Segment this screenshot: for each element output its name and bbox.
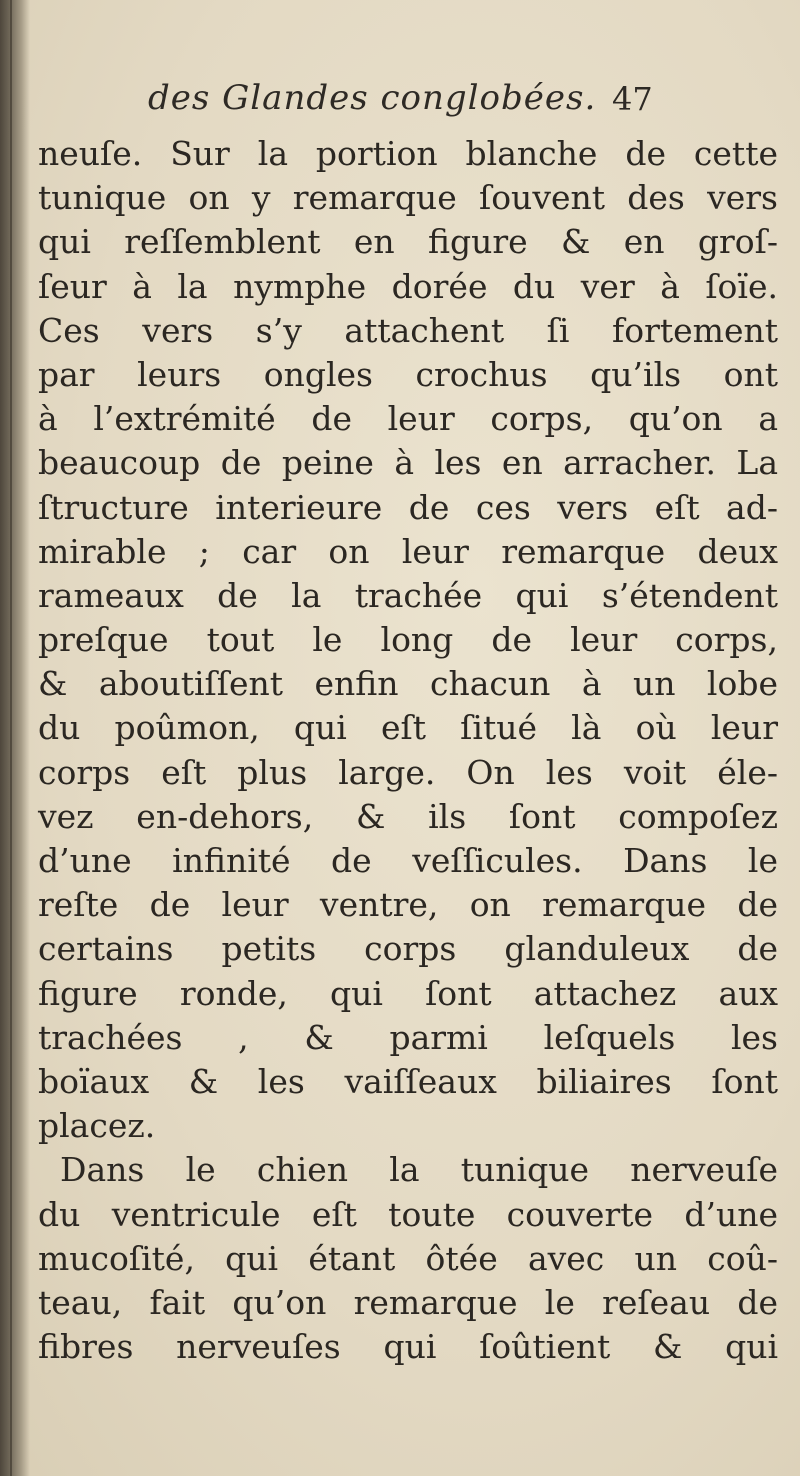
text-line: du ventricule eſt toute couverte d’une	[38, 1194, 778, 1234]
text-line: corps eſt plus large. On les voit éle-	[38, 752, 778, 792]
text-line: rameaux de la trachée qui s’étendent	[38, 575, 778, 615]
text-line: boïaux & les vaiſſeaux biliaires ſont	[38, 1061, 778, 1101]
text-line: beaucoup de peine à les en arracher. La	[38, 443, 778, 483]
text-line: tunique on y remarque ſouvent des vers	[38, 178, 778, 218]
text-line: neuſe. Sur la portion blanche de cette	[38, 134, 778, 173]
text-line: Ces vers s’y attachent ſi fortement	[38, 310, 778, 350]
text-line: figure ronde, qui ſont attachez aux	[38, 973, 778, 1013]
text-line: fibres nerveuſes qui ſoûtient & qui	[38, 1327, 778, 1367]
text-line: & aboutiſſent enfin chacun à un lobe	[38, 664, 778, 704]
text-line: preſque tout le long de leur corps,	[38, 620, 778, 660]
page-number: 47	[612, 80, 653, 118]
body-text	[38, 132, 778, 1369]
text-line: d’une infinité de veſſicules. Dans le	[38, 841, 778, 880]
text-line: ſtructure interieure de ces vers eſt ad-	[38, 487, 778, 527]
text-line: à l’extrémité de leur corps, qu’on a	[38, 399, 778, 439]
text-line: teau, fait qu’on remarque le reſeau de	[38, 1282, 778, 1322]
running-head-title: des Glandes conglobées.	[148, 78, 597, 118]
text-line: par leurs ongles crochus qu’ils ont	[38, 354, 778, 394]
running-head	[0, 78, 800, 122]
text-line: vez en-dehors, & ils ſont compoſez	[38, 796, 778, 836]
text-line: ſeur à la nymphe dorée du ver à ſoïe.	[38, 266, 778, 306]
text-line: mirable ; car on leur remarque deux	[38, 531, 778, 571]
text-line: placez.	[38, 1106, 156, 1146]
binding-edge	[10, 0, 12, 1476]
text-line: du poûmon, qui eſt ſitué là où leur	[38, 708, 778, 748]
text-line: certains petits corps glanduleux de	[38, 929, 778, 969]
paragraph-start-line: Dans le chien la tunique nerveuſe	[60, 1150, 778, 1190]
text-line: reſte de leur ventre, on remarque de	[38, 885, 778, 925]
text-line: mucoſité, qui étant ôtée avec un coû-	[38, 1238, 778, 1278]
book-binding-shadow	[0, 0, 30, 1476]
text-line: trachées , & parmi leſquels les	[38, 1017, 778, 1057]
text-line: qui reſſemblent en figure & en groſ-	[38, 222, 778, 262]
